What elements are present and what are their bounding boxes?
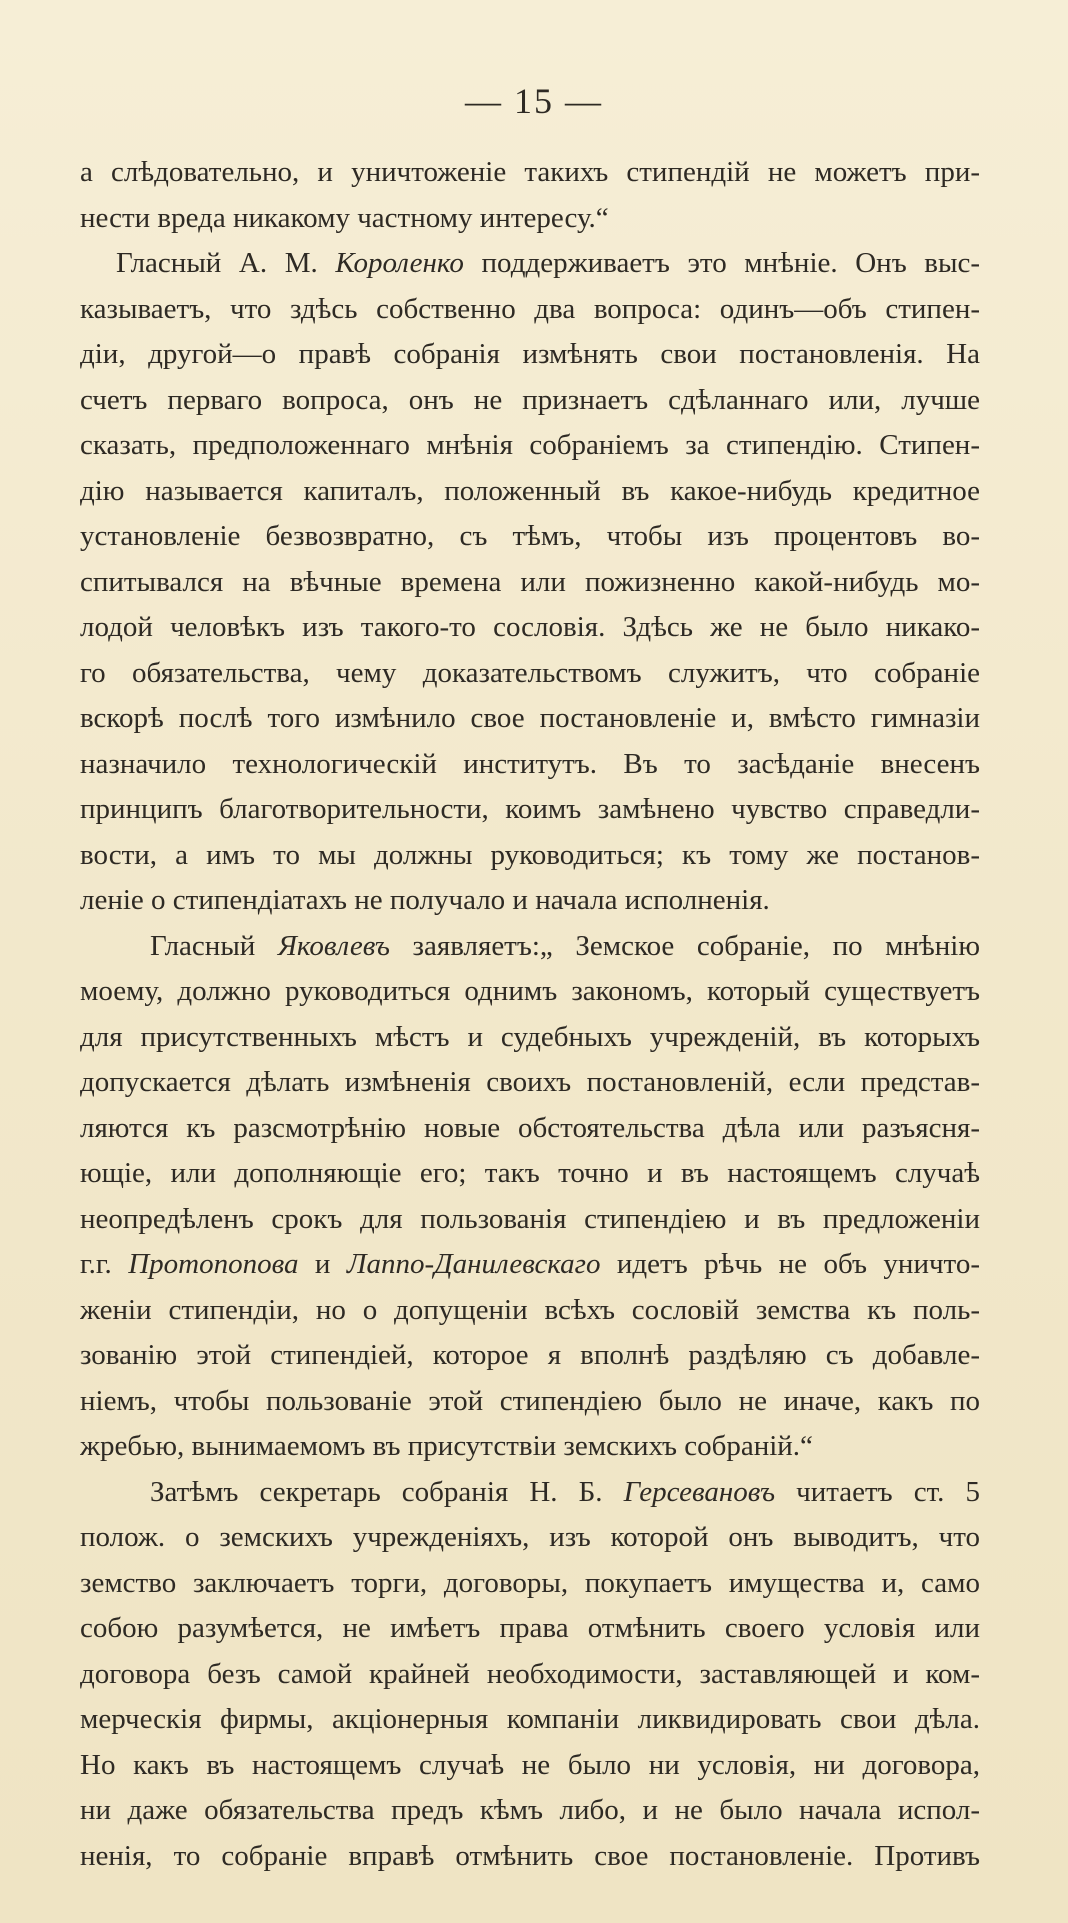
speaker-name: Протопопова [128,1248,299,1280]
speaker-name: Яковлевъ [277,929,390,962]
text-line [80,332,980,378]
text-line [80,924,980,970]
line-text: поддерживаетъ это мнѣніе. Онъ выс- [463,247,980,279]
line-text: полож. о земскихъ учрежденіяхъ, изъ которой онъ выводитъ, что [80,1521,980,1553]
line-text: счетъ перваго вопроса, онъ не признаетъ сдѣланнаго или, лучше [80,383,980,416]
text-line [80,1515,980,1561]
line-text: ни даже обязательства предъ кѣмъ либо, и не было начала испол- [80,1794,980,1826]
line-text: и [298,1248,347,1280]
text-line [80,1470,980,1516]
line-text: собою разумѣется, не имѣетъ права отмѣнить своего условія или [80,1612,980,1644]
text-line [80,1197,980,1243]
line-text: г.г. [80,1248,129,1280]
line-text: читаетъ ст. 5 [775,1475,980,1508]
text-line [80,514,980,560]
page-number: — 15 — [465,81,603,121]
line-text: ніемъ, чтобы пользованіе этой стипендіею было не иначе, какъ по [80,1384,980,1417]
line-text: установленіе безвозвратно, съ тѣмъ, чтобы изъ процентовъ во- [80,520,980,552]
text-line [80,1379,980,1425]
document-body [80,150,980,1879]
line-text: назначило технологическій институтъ. Въ то засѣданіе внесенъ [80,747,980,780]
line-text: сказать, предположеннаго мнѣнія собраніемъ за стипендію. Стипен- [80,429,980,461]
text-line [80,1151,980,1197]
line-text: лодой человѣкъ изъ такого-то сословія. Здѣсь же не было никако- [80,611,980,643]
text-line [80,1561,980,1607]
text-line [80,560,980,606]
line-text: ляются къ разсмотрѣнію новые обстоятельства дѣла или разъясня- [80,1111,980,1144]
text-line [80,1015,980,1061]
text-line [80,423,980,469]
speaker-name: Герсевановъ [623,1475,776,1508]
text-line [80,1606,980,1652]
text-line [80,787,980,833]
line-text: для присутственныхъ мѣстъ и судебныхъ учрежденій, въ которыхъ [80,1020,980,1053]
line-text: ющіе, или дополняющіе его; такъ точно и въ настоящемъ случаѣ [80,1157,980,1189]
text-line [80,469,980,515]
text-line [80,287,980,333]
text-line [80,651,980,697]
text-line [80,1743,980,1789]
text-line [80,1697,980,1743]
line-text: зованію этой стипендіей, которое я вполнѣ раздѣляю съ добавле- [80,1339,980,1371]
line-text: Затѣмъ секретарь собранія Н. Б. [150,1475,624,1508]
speaker-name: Короленко [335,247,464,279]
line-text: дію называется капиталъ, положенный въ какое-нибудь кредитное [80,474,980,507]
line-text: принципъ благотворительности, коимъ замѣнено чувство справедли- [80,793,980,825]
speaker-name: Лаппо-Данилевскаго [346,1248,601,1280]
line-text: Гласный А. М. [116,247,336,279]
text-line [80,1424,980,1470]
text-line [80,1788,980,1834]
line-text: договора безъ самой крайней необходимости, заставляющей и ком- [80,1657,980,1690]
text-line [80,378,980,424]
line-text: спитывался на вѣчные времена или пожизненно какой-нибудь мо- [80,565,980,598]
text-line [80,878,980,924]
text-line [80,969,980,1015]
line-text: вскорѣ послѣ того измѣнило свое постановленіе и, вмѣсто гимназіи [80,702,980,734]
line-text: нести вреда никакому частному интересу.“ [80,201,609,234]
line-text: неопредѣленъ срокъ для пользованія стипендіею и въ предложеніи [80,1202,980,1235]
line-text: идетъ рѣчь не объ уничто- [600,1248,980,1280]
text-line [80,150,980,196]
line-text: жребью, вынимаемомъ въ присутствіи земскихъ собраній.“ [80,1430,813,1462]
line-text: допускается дѣлать измѣненія своихъ постановленій, если представ- [80,1066,980,1098]
line-text: ненія, то собраніе вправѣ отмѣнить свое постановленіе. Противъ [80,1839,980,1872]
line-text: земство заключаетъ торги, договоры, покупаетъ имущества и, само [80,1566,980,1599]
line-text: го обязательства, чему доказательствомъ служитъ, что собраніе [80,656,980,689]
line-text: женіи стипендіи, но о допущеніи всѣхъ сословій земства къ поль- [80,1293,980,1326]
line-text: заявляетъ:„ Земское собраніе, по мнѣнію [389,929,980,962]
text-line [80,696,980,742]
line-text: моему, должно руководиться однимъ закономъ, который существуетъ [80,975,980,1007]
text-line [80,605,980,651]
text-line [80,1834,980,1880]
text-line [80,1060,980,1106]
line-text: Но какъ въ настоящемъ случаѣ не было ни условія, ни договора, [80,1748,980,1781]
line-text: мерческія фирмы, акціонерныя компаніи ликвидировать свои дѣла. [80,1703,980,1735]
text-line [80,1288,980,1334]
text-line [80,1242,980,1288]
text-line [80,742,980,788]
text-line [80,833,980,879]
line-text: казываетъ, что здѣсь собственно два вопроса: одинъ—объ стипен- [80,292,980,325]
text-line [80,196,980,242]
line-text: вости, а имъ то мы должны руководиться; къ тому же постанов- [80,838,980,871]
line-text: Гласный [150,929,278,962]
line-text: а слѣдовательно, и уничтоженіе такихъ стипендій не можетъ при- [80,156,980,188]
line-text: діи, другой—о правѣ собранія измѣнять свои постановленія. На [80,338,980,370]
text-line [80,1106,980,1152]
text-line [80,241,980,287]
text-line [80,1652,980,1698]
line-text: леніе о стипендіатахъ не получало и начала исполненія. [80,884,770,916]
text-line [80,1333,980,1379]
